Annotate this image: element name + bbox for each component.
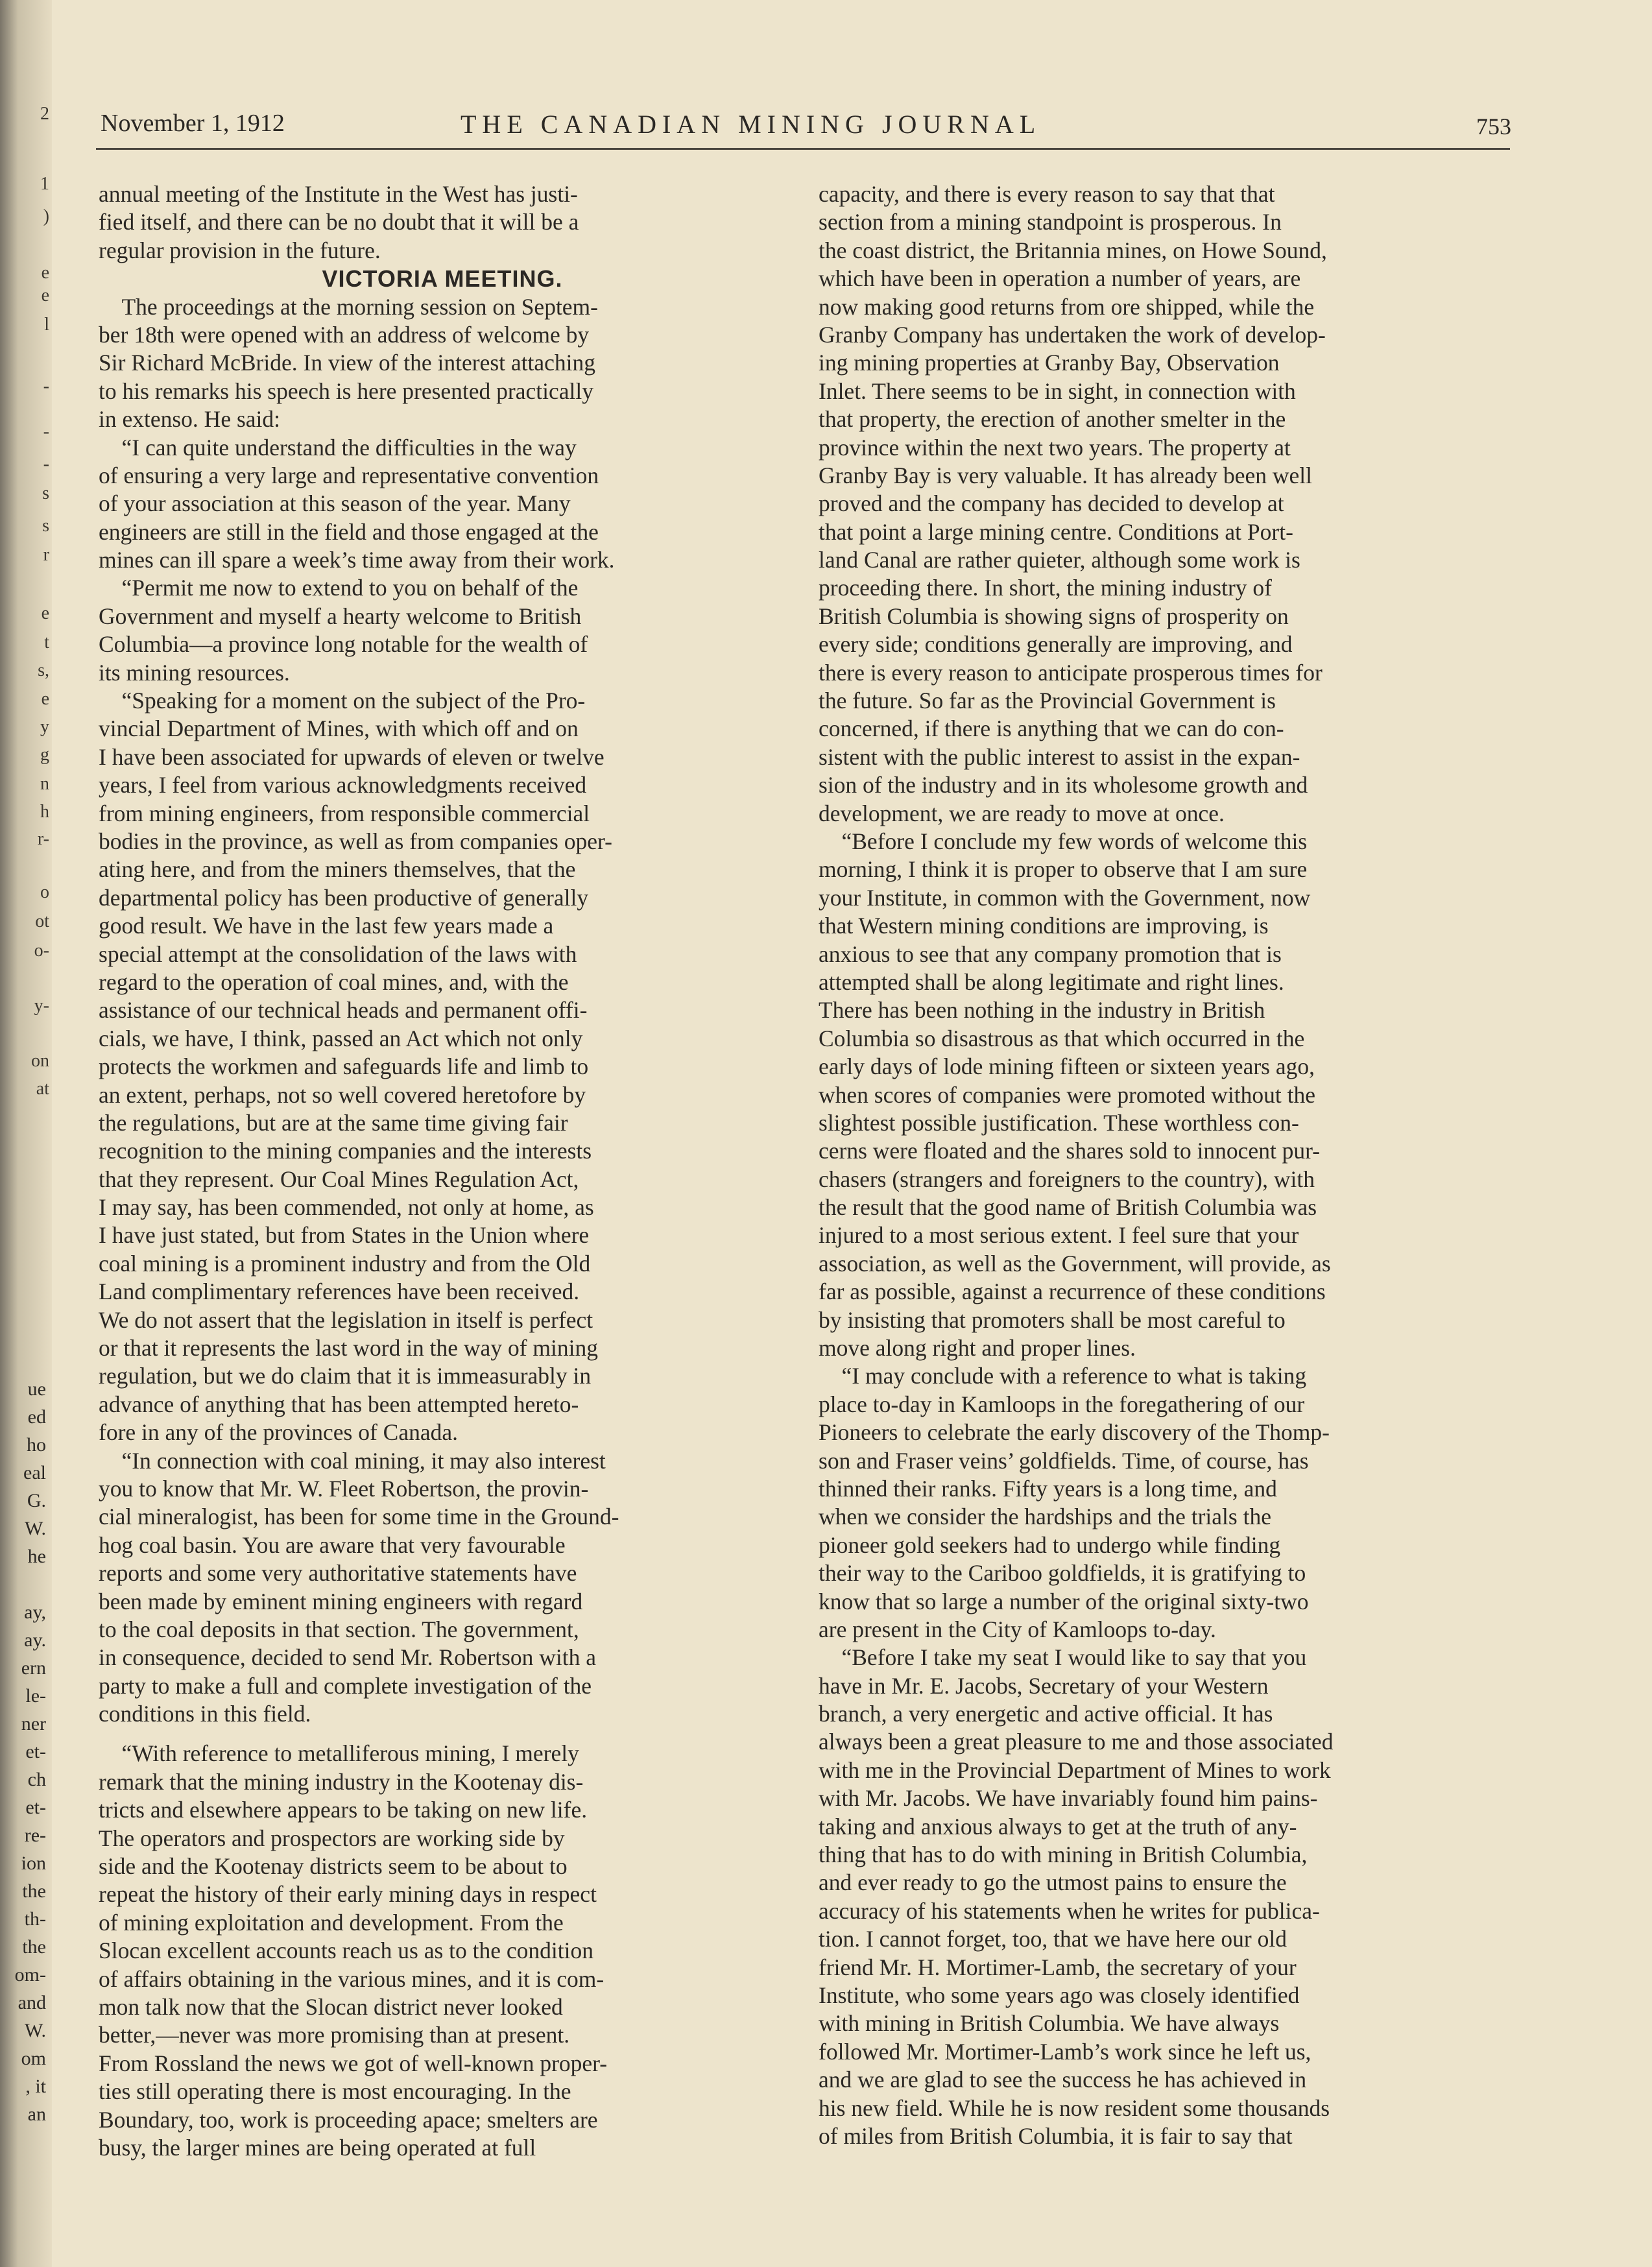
- text-line: Granby Company has undertaken the work of develop-: [819, 321, 1326, 348]
- text-line: We do not assert that the legislation in itself is perfect: [99, 1306, 593, 1333]
- text-line: of miles from British Columbia, it is fair to say that: [819, 2122, 1293, 2149]
- text-line: Granby Bay is very valuable. It has already been well: [819, 462, 1312, 488]
- fragment-line: ho: [27, 1434, 46, 1456]
- text-line: that point a large mining centre. Conditions at Port-: [819, 518, 1293, 545]
- fragment-line: ern: [21, 1657, 46, 1679]
- text-line: which have been in operation a number of years, are: [819, 265, 1301, 292]
- text-line: cerns were floated and the shares sold to innocent pur-: [819, 1138, 1321, 1164]
- text-line: departmental policy has been productive of generally: [99, 884, 589, 911]
- text-line: I may say, has been commended, not only at home, as: [99, 1194, 594, 1221]
- text-line: pioneer gold seekers had to undergo while finding: [819, 1531, 1281, 1558]
- fragment-line: ay.: [24, 1629, 46, 1651]
- text-line: his new field. While he is now resident some thousands: [819, 2094, 1330, 2121]
- text-line: “Speaking for a moment on the subject of the Pro-: [99, 688, 586, 714]
- text-line: “With reference to metalliferous mining, I merely: [99, 1740, 579, 1767]
- text-line: that Western mining conditions are improving, is: [819, 913, 1269, 939]
- previous-page-fragments: [0, 1375, 49, 2128]
- text-line: special attempt at the consolidation of the laws with: [99, 941, 577, 967]
- text-line: anxious to see that any company promotion that is: [819, 941, 1282, 967]
- text-line: years, I feel from various acknowledgments received: [99, 772, 587, 798]
- text-line: of your association at this season of the year. Many: [99, 490, 571, 517]
- text-line: reports and some very authoritative statements have: [99, 1560, 577, 1587]
- fragment-line: th-: [24, 1908, 46, 1930]
- text-line: repeat the history of their early mining days in respect: [99, 1881, 597, 1908]
- text-line: tion. I cannot forget, too, that we have here our old: [819, 1926, 1287, 1952]
- text-line: been made by eminent mining engineers with regard: [99, 1588, 583, 1614]
- fragment-line: ion: [21, 1853, 46, 1874]
- text-line: fied itself, and there can be no doubt that it will be a: [99, 209, 579, 235]
- text-line: to his remarks his speech is here presented practically: [99, 378, 593, 404]
- gutter-letter: t: [44, 632, 49, 653]
- text-line: regulation, but we do claim that it is immeasurably in: [99, 1363, 592, 1389]
- text-line: have in Mr. E. Jacobs, Secretary of your Western: [819, 1672, 1269, 1699]
- text-line: when we consider the hardships and the trials the: [819, 1504, 1271, 1530]
- fragment-line: and: [18, 1992, 46, 2013]
- running-header: [101, 109, 1511, 143]
- text-line: British Columbia is showing signs of prosperity on: [819, 603, 1289, 629]
- text-line: slightest possible justification. These worthless con-: [819, 1109, 1299, 1136]
- header-rule: [96, 148, 1510, 150]
- fragment-line: W.: [24, 2020, 46, 2041]
- text-line: Government and myself a hearty welcome to British: [99, 603, 582, 629]
- text-line: conditions in this field.: [99, 1701, 311, 1727]
- text-line: protects the workmen and safeguards life and limb to: [99, 1053, 589, 1080]
- fragment-line: , it: [25, 2076, 46, 2097]
- header-date: November 1, 1912: [101, 110, 285, 137]
- text-line: in extenso. He said:: [99, 406, 280, 433]
- text-line: that property, the erection of another smelter in the: [819, 406, 1286, 433]
- text-line: Institute, who some years ago was closely identified: [819, 1982, 1300, 2008]
- gutter-letter: l: [44, 315, 49, 335]
- text-line: with mining in British Columbia. We have always: [819, 2010, 1280, 2037]
- text-line: sion of the industry and in its wholesome growth and: [819, 772, 1308, 798]
- fragment-line: ner: [21, 1713, 46, 1734]
- text-line: ber 18th were opened with an address of welcome by: [99, 321, 590, 348]
- fragment-line: om: [21, 2048, 46, 2069]
- text-line: you to know that Mr. W. Fleet Robertson, the provin-: [99, 1475, 589, 1502]
- text-line: morning, I think it is proper to observe that I am sure: [819, 856, 1308, 883]
- text-line: Columbia so disastrous as that which occurred in the: [819, 1025, 1305, 1051]
- text-line: the coast district, the Britannia mines, on Howe Sound,: [819, 237, 1327, 263]
- fragment-line: [0, 1570, 49, 1598]
- text-line: coal mining is a prominent industry and from the Old: [99, 1250, 591, 1277]
- text-line: to the coal deposits in that section. The government,: [99, 1616, 579, 1642]
- text-line: thing that has to do with mining in British Columbia,: [819, 1841, 1308, 1868]
- text-line: now making good returns from ore shipped, while the: [819, 293, 1315, 320]
- text-line: the regulations, but are at the same time giving fair: [99, 1109, 568, 1136]
- fragment-line: the: [22, 1880, 46, 1902]
- gutter-letter: on: [31, 1051, 49, 1071]
- text-line: of mining exploitation and development. From the: [99, 1909, 564, 1936]
- text-line: I have just stated, but from States in the Union where: [99, 1222, 590, 1249]
- text-line: Boundary, too, work is proceeding apace; smelters are: [99, 2106, 598, 2133]
- gutter-letter: o: [40, 882, 49, 902]
- text-line: your Institute, in common with the Government, now: [819, 884, 1311, 911]
- text-line: injured to a most serious extent. I feel sure that your: [819, 1222, 1299, 1249]
- gutter-letter: e: [41, 285, 49, 306]
- gutter-letter: -: [43, 454, 49, 474]
- text-line: “I may conclude with a reference to what is taking: [819, 1363, 1307, 1389]
- gutter-letter: y-: [34, 996, 49, 1016]
- text-line: are present in the City of Kamloops to-day.: [819, 1616, 1216, 1642]
- text-line: Slocan excellent accounts reach us as to the condition: [99, 1937, 593, 1964]
- text-line: proved and the company has decided to develop at: [819, 490, 1284, 517]
- text-line: the result that the good name of British Columbia was: [819, 1194, 1317, 1221]
- text-line: proceeding there. In short, the mining industry of: [819, 575, 1272, 601]
- text-line: Pioneers to celebrate the early discovery of the Thomp-: [819, 1419, 1330, 1446]
- right-text-column: [819, 180, 1506, 2150]
- fragment-line: et-: [25, 1741, 46, 1762]
- gutter-letter: y: [40, 717, 49, 737]
- gutter-letter: e: [41, 263, 49, 283]
- text-line: ing mining properties at Granby Bay, Observation: [819, 350, 1280, 376]
- text-line: The operators and prospectors are working side by: [99, 1825, 565, 1851]
- text-line: know that so large a number of the original sixty-two: [819, 1588, 1309, 1614]
- text-line: regular provision in the future.: [99, 237, 381, 263]
- text-line: its mining resources.: [99, 659, 290, 686]
- text-line: bodies in the province, as well as from companies oper-: [99, 828, 612, 854]
- text-line: there is every reason to anticipate prosperous times for: [819, 659, 1323, 686]
- gutter-letter: e: [41, 603, 49, 623]
- fragment-line: eal: [23, 1462, 46, 1483]
- text-line: regard to the operation of coal mines, and, with the: [99, 968, 569, 995]
- text-line: engineers are still in the field and those engaged at the: [99, 518, 599, 545]
- text-line: branch, a very energetic and active official. It has: [819, 1701, 1273, 1727]
- text-line: always been a great pleasure to me and those associated: [819, 1729, 1334, 1755]
- text-line: “Permit me now to extend to you on behalf of the: [99, 575, 579, 601]
- fragment-line: he: [27, 1546, 46, 1567]
- text-line: province within the next two years. The property at: [819, 434, 1291, 461]
- fragment-line: et-: [25, 1797, 46, 1818]
- gutter-letter: ot: [35, 911, 49, 931]
- gutter-letter: -: [43, 422, 49, 442]
- gutter-letter: s: [42, 483, 49, 503]
- fragment-line: an: [27, 2104, 46, 2125]
- text-line: with Mr. Jacobs. We have invariably found him pains-: [819, 1785, 1318, 1812]
- fragment-line: ue: [27, 1378, 46, 1400]
- text-line: son and Fraser veins’ goldfields. Time, of course, has: [819, 1447, 1309, 1474]
- text-line: I have been associated for upwards of eleven or twelve: [99, 743, 605, 770]
- text-line: vincial Department of Mines, with which off and on: [99, 715, 579, 742]
- paragraph-gap: [99, 1728, 786, 1740]
- text-line: cial mineralogist, has been for some time in the Ground-: [99, 1504, 619, 1530]
- text-line: capacity, and there is every reason to say that that: [819, 181, 1275, 207]
- text-line: that they represent. Our Coal Mines Regulation Act,: [99, 1166, 579, 1192]
- text-line: thinned their ranks. Fifty years is a long time, and: [819, 1475, 1277, 1502]
- text-line: an extent, perhaps, not so well covered heretofore by: [99, 1081, 586, 1108]
- text-line: ating here, and from the miners themselves, that the: [99, 856, 576, 883]
- gutter-letter: ): [43, 206, 49, 226]
- gutter-letter: s: [42, 516, 49, 536]
- text-line: ties still operating there is most encouraging. In the: [99, 2078, 571, 2105]
- gutter-letter: n: [40, 774, 49, 794]
- text-line: and ever ready to go the utmost pains to ensure the: [819, 1869, 1287, 1896]
- text-line: friend Mr. H. Mortimer-Lamb, the secretary of your: [819, 1954, 1297, 1980]
- fragment-line: ed: [27, 1406, 46, 1428]
- text-line: assistance of our technical heads and permanent offi-: [99, 997, 588, 1024]
- text-line: side and the Kootenay districts seem to be about to: [99, 1853, 568, 1880]
- text-line: mines can ill spare a week’s time away from their work.: [99, 547, 615, 573]
- gutter-letter: h: [40, 802, 49, 822]
- text-line: far as possible, against a recurrence of these conditions: [819, 1278, 1326, 1305]
- section-heading: VICTORIA MEETING.: [322, 265, 563, 293]
- text-line: mon talk now that the Slocan district never looked: [99, 1994, 563, 2020]
- text-line: sistent with the public interest to assist in the expan-: [819, 743, 1300, 770]
- gutter-letter: o-: [34, 941, 49, 961]
- text-line: Columbia—a province long notable for the wealth of: [99, 631, 588, 658]
- text-line: recognition to the mining companies and the interests: [99, 1138, 592, 1164]
- text-line: in consequence, decided to send Mr. Robertson with a: [99, 1644, 597, 1671]
- text-line: tricts and elsewhere appears to be taking on new life.: [99, 1797, 588, 1823]
- text-line: There has been nothing in the industry in British: [819, 997, 1265, 1024]
- text-line: of ensuring a very large and representative convention: [99, 462, 599, 488]
- gutter-letter: r: [43, 545, 49, 565]
- gutter-letter: g: [40, 745, 49, 765]
- text-line: “In connection with coal mining, it may also interest: [99, 1447, 606, 1474]
- gutter-letter: e: [41, 689, 49, 709]
- text-line: “Before I conclude my few words of welcome this: [819, 828, 1308, 854]
- fragment-line: ay,: [24, 1601, 46, 1623]
- text-line: better,—never was more promising than at present.: [99, 2022, 570, 2048]
- text-line: concerned, if there is anything that we can do con-: [819, 715, 1284, 742]
- text-line: Inlet. There seems to be in sight, in connection with: [819, 378, 1296, 404]
- fragment-line: re-: [24, 1825, 46, 1846]
- text-line: association, as well as the Government, will provide, as: [819, 1250, 1331, 1277]
- text-line: by insisting that promoters shall be most careful to: [819, 1306, 1286, 1333]
- text-line: early days of lode mining fifteen or sixteen years ago,: [819, 1053, 1315, 1080]
- fragment-line: G.: [27, 1490, 46, 1511]
- fragment-line: the: [22, 1936, 46, 1958]
- fragment-line: W.: [24, 1518, 46, 1539]
- text-line: party to make a full and complete investigation of the: [99, 1672, 592, 1699]
- text-line: From Rossland the news we got of well-known proper-: [99, 2050, 608, 2076]
- text-line: Sir Richard McBride. In view of the interest attaching: [99, 350, 595, 376]
- gutter-letter: s,: [38, 660, 49, 680]
- text-line: accuracy of his statements when he writes for publica-: [819, 1897, 1320, 1924]
- text-line: when scores of companies were promoted without the: [819, 1081, 1315, 1108]
- fragment-line: le-: [25, 1685, 46, 1707]
- text-line: remark that the mining industry in the Kootenay dis-: [99, 1768, 584, 1795]
- gutter-letter: 1: [40, 174, 49, 194]
- text-line: “I can quite understand the difficulties in the way: [99, 434, 577, 461]
- text-line: good result. We have in the last few years made a: [99, 913, 554, 939]
- text-line: with me in the Provincial Department of Mines to work: [819, 1757, 1331, 1783]
- text-line: of affairs obtaining in the various mines, and it is com-: [99, 1965, 605, 1992]
- text-line: development, we are ready to move at once.: [819, 800, 1225, 826]
- text-line: their way to the Cariboo goldfields, it is gratifying to: [819, 1560, 1306, 1587]
- left-text-column: [99, 180, 786, 2162]
- text-line: or that it represents the last word in the way of mining: [99, 1335, 598, 1361]
- gutter-letter: -: [43, 376, 49, 396]
- gutter-letter: at: [36, 1079, 49, 1099]
- text-line: advance of anything that has been attempted hereto-: [99, 1391, 579, 1417]
- text-line: fore in any of the provinces of Canada.: [99, 1419, 458, 1446]
- text-line: Land complimentary references have been received.: [99, 1278, 580, 1305]
- text-line: the future. So far as the Provincial Government is: [819, 688, 1276, 714]
- journal-title: THE CANADIAN MINING JOURNAL: [461, 110, 1042, 139]
- text-line: followed Mr. Mortimer-Lamb’s work since he left us,: [819, 2038, 1311, 2065]
- text-line: from mining engineers, from responsible commercial: [99, 800, 590, 826]
- text-line: taking and anxious always to get at the truth of any-: [819, 1813, 1297, 1840]
- text-line: and we are glad to see the success he has achieved in: [819, 2067, 1307, 2093]
- text-line: every side; conditions generally are improving, and: [819, 631, 1293, 658]
- page-number: 753: [1476, 114, 1511, 139]
- gutter-letter: 2: [40, 104, 49, 124]
- text-line: section from a mining standpoint is prosperous. In: [819, 209, 1282, 235]
- text-line: move along right and proper lines.: [819, 1335, 1136, 1361]
- fragment-line: om-: [14, 1964, 46, 1985]
- text-line: place to-day in Kamloops in the foregathering of our: [819, 1391, 1305, 1417]
- text-line: chasers (strangers and foreigners to the country), with: [819, 1166, 1315, 1192]
- text-line: cials, we have, I think, passed an Act which not only: [99, 1025, 583, 1051]
- text-line: The proceedings at the morning session on Septem-: [99, 293, 598, 320]
- text-line: busy, the larger mines are being operated at full: [99, 2134, 536, 2161]
- text-line: “Before I take my seat I would like to say that you: [819, 1644, 1307, 1671]
- text-line: land Canal are rather quieter, although some work is: [819, 547, 1300, 573]
- fragment-line: ch: [27, 1769, 46, 1790]
- text-line: attempted shall be along legitimate and right lines.: [819, 968, 1284, 995]
- text-line: annual meeting of the Institute in the West has justi-: [99, 181, 578, 207]
- gutter-letter: r-: [37, 829, 49, 849]
- text-line: hog coal basin. You are aware that very favourable: [99, 1531, 566, 1558]
